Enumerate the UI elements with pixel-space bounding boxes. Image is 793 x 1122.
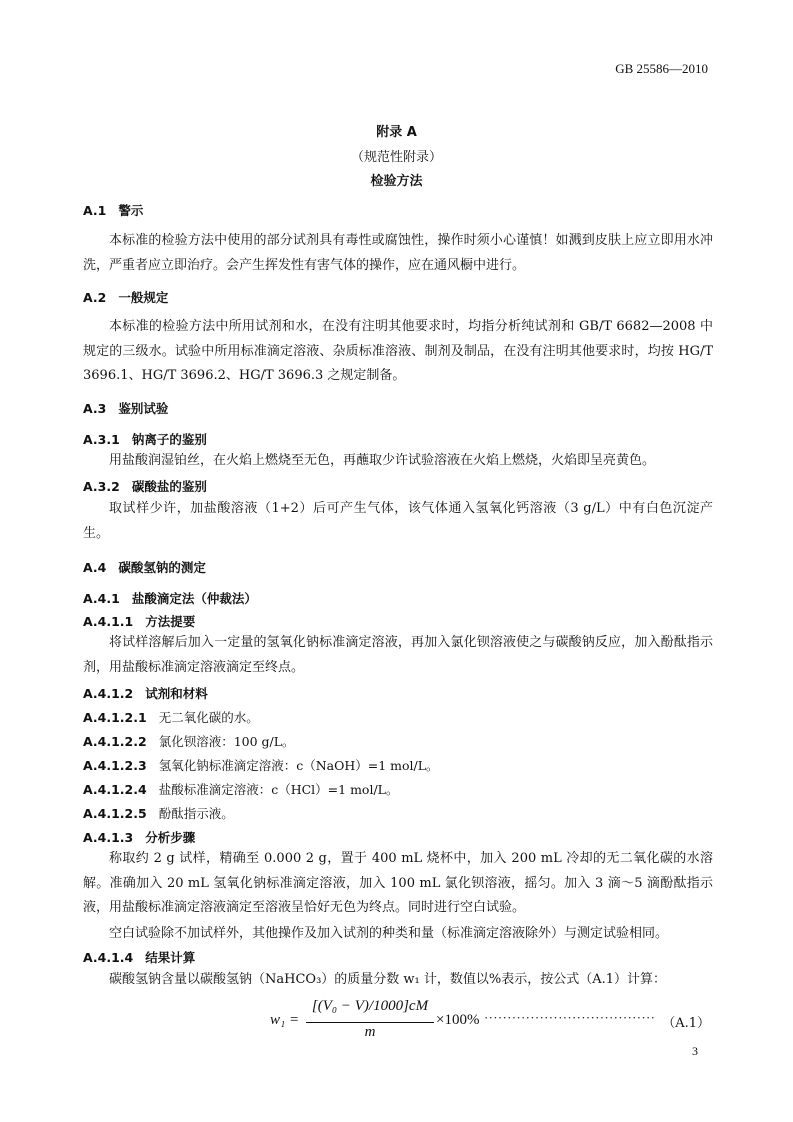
section-text: 酚酞指示液。 (158, 806, 234, 821)
section-a412-heading (83, 684, 208, 702)
section-a32-paragraph: 取试样少许，加盐酸溶液（1+2）后可产生气体，该气体通入氢氧化钙溶液（3 g/L）中有白色沉淀产生。 (83, 501, 713, 541)
section-a413-paragraph-2: 空白试验除不加试样外，其他操作及加入试剂的种类和量（标准滴定溶液除外）与测定试验相同。 (109, 926, 669, 941)
section-number: A.4.1.4 (83, 950, 134, 965)
section-a414-paragraph: 碳酸氢钠含量以碳酸氢钠（NaHCO₃）的质量分数 w₁ 计，数值以%表示，按公式（A.1）计算： (109, 972, 667, 987)
section-a411-paragraph: 将试样溶解后加入一定量的氢氧化钠标准滴定溶液，再加入氯化钡溶液使之与碳酸钠反应，加入酚酞指示剂，用盐酸标准滴定溶液滴定至终点。 (83, 635, 713, 675)
section-a2-paragraph: 本标准的检验方法中所用试剂和水，在没有注明其他要求时，均指分析纯试剂和 GB/T 6682—2008 中规定的三级水。试验中所用标准滴定溶液、杂质标准溶液、制剂及制品，在没有注明其他要求时，均按 HG/T 3696.1、HG/T 3696.2、HG/T 3696.3 之规定制备。 (83, 319, 713, 383)
section-text: 氢氧化钠标准滴定溶液：c（NaOH）=1 mol/L。 (158, 758, 439, 773)
section-a31-paragraph: 用盐酸润湿铂丝，在火焰上燃烧至无色，再蘸取少许试验溶液在火焰上燃烧，火焰即呈亮黄色。 (109, 453, 656, 468)
section-number: A.4.1.2 (83, 686, 134, 701)
section-number: A.4.1.2.4 (83, 782, 147, 797)
formula-denominator: m (364, 1024, 376, 1040)
formula-label: （A.1） (662, 1016, 710, 1031)
formula-lhs: w₁ = (270, 1012, 300, 1028)
section-number: A.1 (83, 203, 107, 218)
section-title: 盐酸滴定法（仲裁法） (131, 591, 257, 606)
section-title: 一般规定 (118, 290, 169, 305)
section-number: A.4.1.2.2 (83, 734, 147, 749)
section-text: 氯化钡溶液：100 g/L。 (158, 734, 295, 749)
section-a1-paragraph: 本标准的检验方法中使用的部分试剂具有毒性或腐蚀性，操作时须小心谨慎！如溅到皮肤上应立即用水冲洗，严重者应立即治疗。会产生挥发性有害气体的操作，应在通风橱中进行。 (83, 233, 713, 273)
section-title: 警示 (118, 203, 144, 218)
section-a413-heading (83, 828, 195, 846)
formula-a1 (270, 998, 710, 1044)
section-title: 鉴别试验 (118, 401, 169, 416)
section-a32-heading (83, 477, 207, 495)
section-number: A.4 (83, 560, 107, 575)
section-number: A.2 (83, 290, 107, 305)
section-a3-heading (83, 399, 168, 417)
section-number: A.4.1.1 (83, 614, 134, 629)
section-number: A.3 (83, 401, 107, 416)
section-number: A.4.1.2.5 (83, 806, 147, 821)
appendix-title: 附录 A (376, 125, 417, 140)
section-a4124 (83, 780, 398, 798)
section-title: 钠离子的鉴别 (131, 432, 207, 447)
section-a1-heading (83, 201, 143, 219)
section-a4121 (83, 708, 259, 726)
section-a2-heading (83, 288, 168, 306)
section-number: A.4.1 (83, 591, 120, 606)
section-title: 结果计算 (145, 950, 196, 965)
fraction-bar (306, 1022, 434, 1023)
section-a411-heading (83, 612, 195, 630)
section-a4123 (83, 756, 439, 774)
section-a31-heading (83, 430, 207, 448)
formula-factor: ×100% (436, 1012, 480, 1028)
section-title: 试剂和材料 (145, 686, 208, 701)
section-a413-paragraph-1: 称取约 2 g 试样，精确至 0.000 2 g，置于 400 mL 烧杯中，加入 200 mL 冷却的无二氧化碳的水溶解。准确加入 20 mL 氢氧化钠标准滴定溶液，加入 100 mL 氯化钡溶液，摇匀。加入 3 滴～5 滴酚酞指示液，用盐酸标准滴定溶液滴定至溶液呈恰好无色为终点。同时进行空白试验。 (83, 851, 713, 915)
section-a4125 (83, 804, 234, 822)
formula-leader: ····································· (484, 1010, 656, 1025)
appendix-subtitle: 检验方法 (370, 174, 423, 189)
section-text: 无二氧化碳的水。 (158, 710, 259, 725)
page-number: 3 (692, 1044, 698, 1058)
section-a4122 (83, 732, 295, 750)
section-number: A.3.2 (83, 479, 120, 494)
section-number: A.4.1.3 (83, 830, 134, 845)
section-number: A.4.1.2.3 (83, 758, 147, 773)
standard-number: GB 25586—2010 (615, 61, 708, 76)
appendix-nature: （规范性附录） (350, 150, 442, 165)
section-number: A.3.1 (83, 432, 120, 447)
formula-numerator: [(V₀ − V)/1000]cM (311, 998, 429, 1014)
section-a4-heading (83, 558, 206, 576)
section-title: 碳酸氢钠的测定 (118, 560, 206, 575)
section-a41-heading (83, 589, 257, 607)
section-number: A.4.1.2.1 (83, 710, 147, 725)
section-text: 盐酸标准滴定溶液：c（HCl）=1 mol/L。 (158, 782, 399, 797)
section-title: 碳酸盐的鉴别 (131, 479, 207, 494)
section-a414-heading (83, 948, 195, 966)
section-title: 方法提要 (145, 614, 196, 629)
section-title: 分析步骤 (145, 830, 196, 845)
